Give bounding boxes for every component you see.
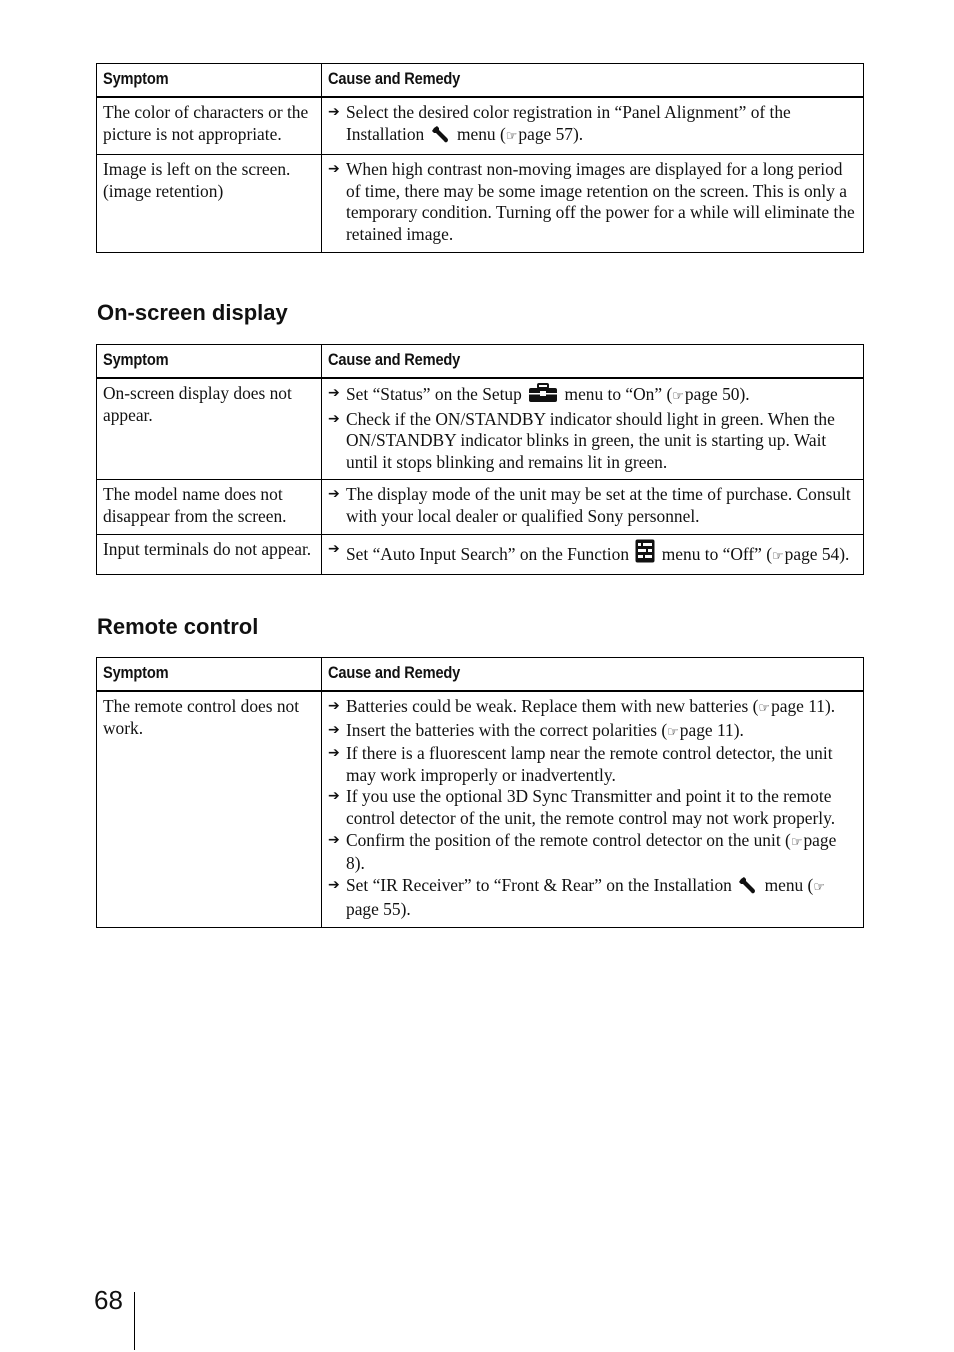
remedy-text: Set “Status” on the Setup xyxy=(346,384,522,404)
page-reference-icon: ☞ xyxy=(772,548,784,564)
page-reference: page 50). xyxy=(684,384,750,404)
table-row xyxy=(97,97,864,155)
remedy-text: If you use the optional 3D Sync Transmitter and point it to the remote control detector of the unit, the remote control may not work properly. xyxy=(346,786,836,828)
remote-table-section xyxy=(96,657,863,928)
on-screen-troubleshooting-table xyxy=(96,344,864,575)
symptom-cell: The remote control does not work. xyxy=(97,691,322,927)
page-reference: page 54). xyxy=(784,543,850,564)
remedy-item xyxy=(328,539,857,569)
arrow-icon: ➔ xyxy=(328,831,340,848)
remedy-cell xyxy=(322,691,864,927)
table-row xyxy=(97,480,864,534)
remedy-item xyxy=(328,383,857,409)
page-reference-icon: ☞ xyxy=(813,879,826,895)
remedy-item xyxy=(328,875,857,921)
remedy-item xyxy=(328,696,857,720)
arrow-icon: ➔ xyxy=(328,161,340,178)
page-reference: page 11). xyxy=(771,696,836,716)
page-reference: page 11). xyxy=(679,719,744,740)
remedy-header: Cause and Remedy xyxy=(322,64,864,98)
remedy-item xyxy=(328,720,857,744)
remedy-text-continued: menu ( xyxy=(456,123,506,144)
toolbox-icon xyxy=(528,383,558,409)
remedy-cell xyxy=(322,155,864,252)
wrench-icon xyxy=(431,125,451,149)
picture-table-section xyxy=(96,63,863,253)
remedy-item xyxy=(328,409,857,474)
symptom-header: Symptom xyxy=(97,345,322,379)
wrench-icon xyxy=(738,876,758,900)
remedy-text: Batteries could be weak. Replace them with new batteries ( xyxy=(346,696,759,716)
remedy-item xyxy=(328,159,857,245)
table-row xyxy=(97,691,864,927)
table-row xyxy=(97,378,864,480)
remedy-item xyxy=(328,484,857,527)
table-row xyxy=(97,155,864,252)
remedy-text-continued: menu ( xyxy=(764,874,814,895)
table-row xyxy=(97,534,864,575)
remedy-item xyxy=(328,102,857,148)
page-reference-icon: ☞ xyxy=(758,701,771,716)
page-reference-icon: ☞ xyxy=(672,389,684,404)
page-reference: page 57). xyxy=(518,123,584,144)
remedy-text: When high contrast non-moving images are displayed for a long period of time, there may be some image retention on the screen. This is only a temporary condition. Turning off the power for a while will eliminate the retained image. xyxy=(346,159,855,244)
section-heading-on-screen-display: On-screen display xyxy=(97,300,288,325)
picture-troubleshooting-table xyxy=(96,63,864,253)
remedy-text: Set “IR Receiver” to “Front & Rear” on the Installation xyxy=(346,874,732,895)
remedy-cell xyxy=(322,378,864,480)
remedy-text-continued: menu to “On” ( xyxy=(564,384,673,404)
remedy-item xyxy=(328,743,857,786)
symptom-cell: On-screen display does not appear. xyxy=(97,378,322,480)
remedy-item xyxy=(328,786,857,829)
arrow-icon: ➔ xyxy=(328,486,340,503)
arrow-icon: ➔ xyxy=(328,104,340,120)
remedy-text: Set “Auto Input Search” on the Function xyxy=(346,543,630,564)
function-menu-icon xyxy=(635,539,655,569)
page-reference-icon: ☞ xyxy=(505,128,518,144)
remedy-item xyxy=(328,830,857,875)
page-number: 68 xyxy=(94,1285,123,1315)
arrow-icon: ➔ xyxy=(328,721,340,738)
remedy-text: Insert the batteries with the correct polarities ( xyxy=(346,719,668,740)
remedy-text: The display mode of the unit may be set at the time of purchase. Consult with your local dealer or qualified Sony personnel. xyxy=(346,484,851,526)
symptom-cell: Image is left on the screen. (image retention) xyxy=(97,155,322,252)
arrow-icon: ➔ xyxy=(328,745,340,762)
arrow-icon: ➔ xyxy=(328,385,340,401)
symptom-cell: Input terminals do not appear. xyxy=(97,534,322,575)
arrow-icon: ➔ xyxy=(328,410,340,427)
remote-troubleshooting-table xyxy=(96,657,864,928)
remedy-header: Cause and Remedy xyxy=(322,658,864,692)
remedy-cell xyxy=(322,480,864,534)
remedy-cell xyxy=(322,534,864,575)
on-screen-table-section xyxy=(96,344,863,575)
arrow-icon: ➔ xyxy=(328,540,340,557)
arrow-icon: ➔ xyxy=(328,876,340,893)
page-number-rule xyxy=(134,1292,135,1350)
symptom-cell: The color of characters or the picture is not appropriate. xyxy=(97,97,322,155)
remedy-text: If there is a fluorescent lamp near the remote control detector, the unit may work improperly or inadvertently. xyxy=(346,743,833,785)
arrow-icon: ➔ xyxy=(328,698,340,714)
page-reference-icon: ☞ xyxy=(790,834,803,850)
remedy-text: Confirm the position of the remote control detector on the unit ( xyxy=(346,829,791,850)
remedy-header: Cause and Remedy xyxy=(322,345,864,379)
symptom-header: Symptom xyxy=(97,658,322,692)
symptom-cell: The model name does not disappear from the screen. xyxy=(97,480,322,534)
remedy-cell xyxy=(322,97,864,155)
remedy-text: Check if the ON/STANDBY indicator should light in green. When the ON/STANDBY indicator blinks in green, the unit is starting up. Wait until it stops blinking and remains lit in green. xyxy=(346,408,835,472)
page-reference: page 55). xyxy=(346,899,411,920)
arrow-icon: ➔ xyxy=(328,788,340,805)
section-heading-remote-control: Remote control xyxy=(97,614,259,639)
page-reference: page 8). xyxy=(346,829,837,874)
remedy-text-continued: menu to “Off” ( xyxy=(661,543,773,564)
remedy-text: Select the desired color registration in “Panel Alignment” of the Installation xyxy=(346,102,791,144)
page-reference-icon: ☞ xyxy=(667,724,679,740)
symptom-header: Symptom xyxy=(97,64,322,98)
